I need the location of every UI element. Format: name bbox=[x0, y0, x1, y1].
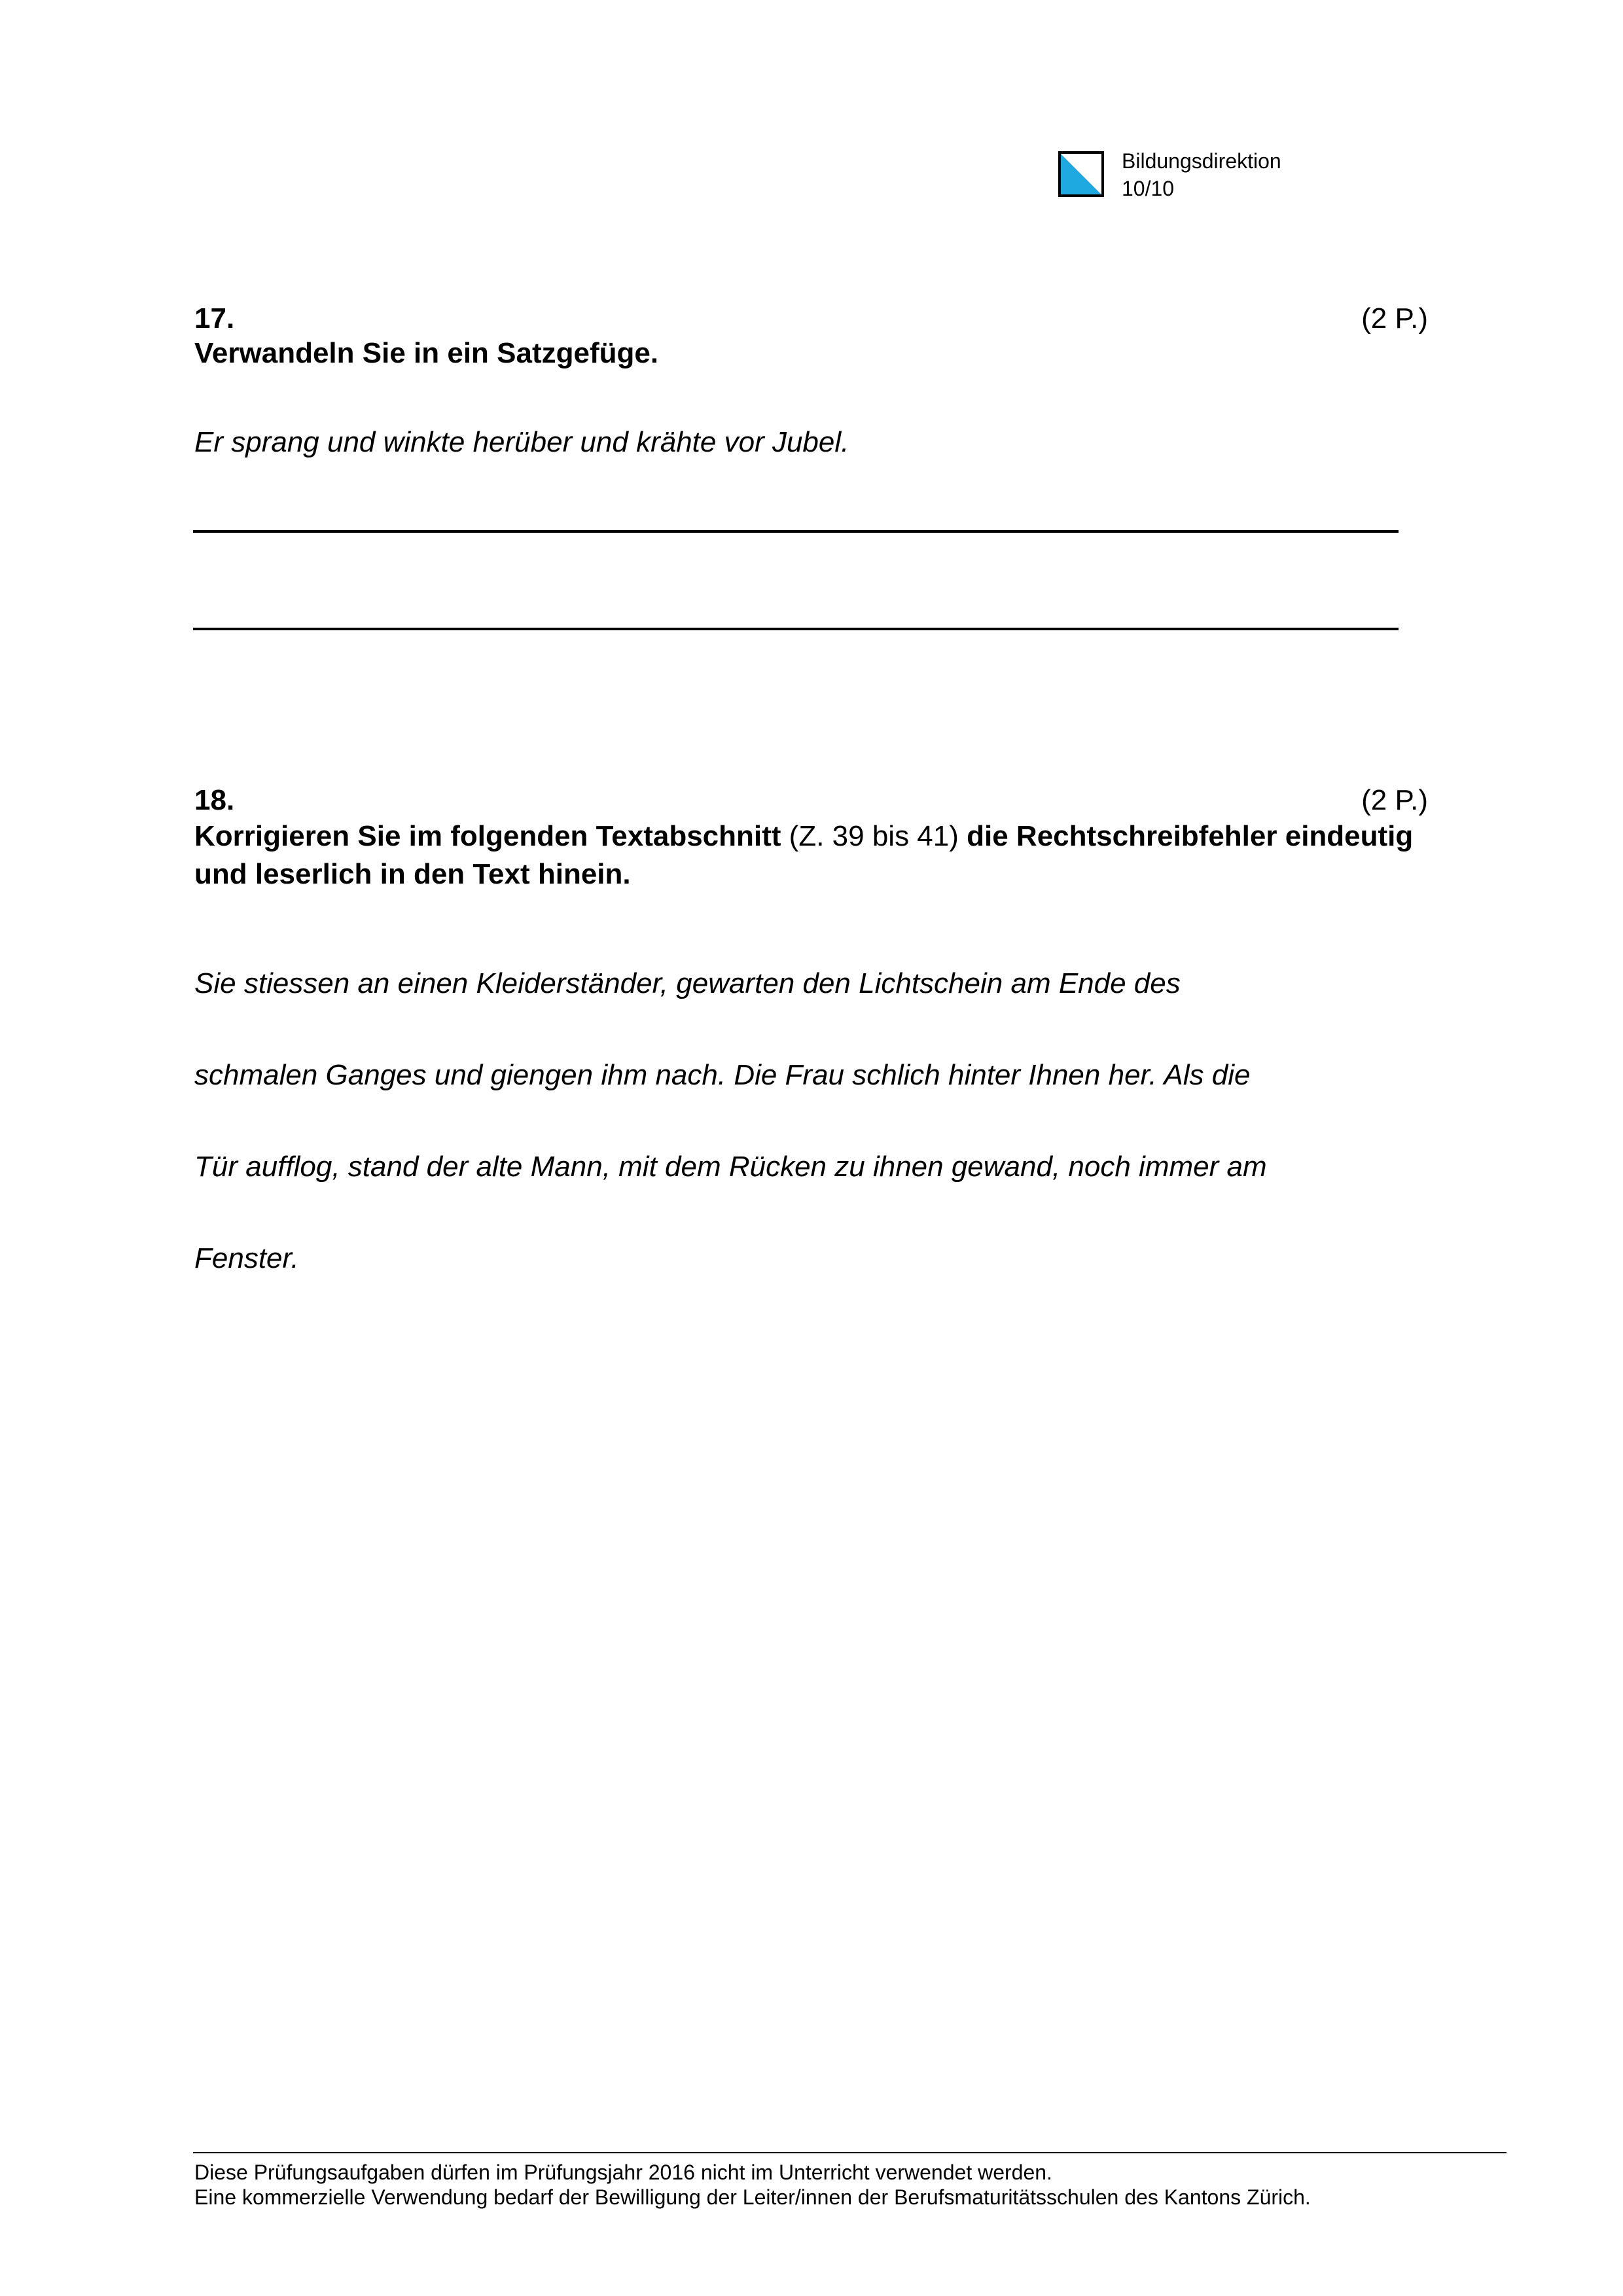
task-17-number: 17. bbox=[194, 302, 235, 334]
answer-line-2[interactable] bbox=[193, 628, 1399, 630]
zurich-canton-flag-icon bbox=[1058, 151, 1104, 197]
instruction-bold-1: Korrigieren Sie im folgenden Textabschnitt bbox=[194, 820, 781, 852]
text-line-3: Tür aufflog, stand der alte Mann, mit dem Rücken zu ihnen gewand, noch immer am bbox=[194, 1151, 1267, 1183]
footer-line-2: Eine kommerzielle Verwendung bedarf der Bewilligung der Leiter/innen der Berufsmaturitätsschulen des Kantons Zürich. bbox=[194, 2185, 1311, 2209]
footer-divider bbox=[193, 2152, 1507, 2153]
text-line-2: schmalen Ganges und giengen ihm nach. Die Frau schlich hinter Ihnen her. Als die bbox=[194, 1059, 1251, 1091]
task-17-points: (2 P.) bbox=[1361, 302, 1428, 334]
department-name: Bildungsdirektion bbox=[1122, 149, 1281, 173]
instruction-line-2: und leserlich in den Text hinein. bbox=[194, 858, 631, 890]
instruction-bold-2: die Rechtschreibfehler eindeutig bbox=[967, 820, 1414, 852]
task-18-number: 18. bbox=[194, 784, 235, 816]
task-17-sentence: Er sprang und winkte herüber und krähte vor Jubel. bbox=[194, 426, 849, 458]
task-18-instruction bbox=[194, 817, 1490, 893]
text-line-4: Fenster. bbox=[194, 1242, 299, 1274]
task-18-points: (2 P.) bbox=[1361, 784, 1428, 816]
task-17-instruction: Verwandeln Sie in ein Satzgefüge. bbox=[194, 337, 659, 369]
footer-line-1: Diese Prüfungsaufgaben dürfen im Prüfungsjahr 2016 nicht im Unterricht verwendet werden. bbox=[194, 2161, 1052, 2184]
answer-line-1[interactable] bbox=[193, 530, 1399, 533]
text-line-1: Sie stiessen an einen Kleiderständer, gewarten den Lichtschein am Ende des bbox=[194, 967, 1181, 999]
instruction-line-reference: (Z. 39 bis 41) bbox=[789, 820, 959, 852]
page-number: 10/10 bbox=[1122, 177, 1175, 200]
